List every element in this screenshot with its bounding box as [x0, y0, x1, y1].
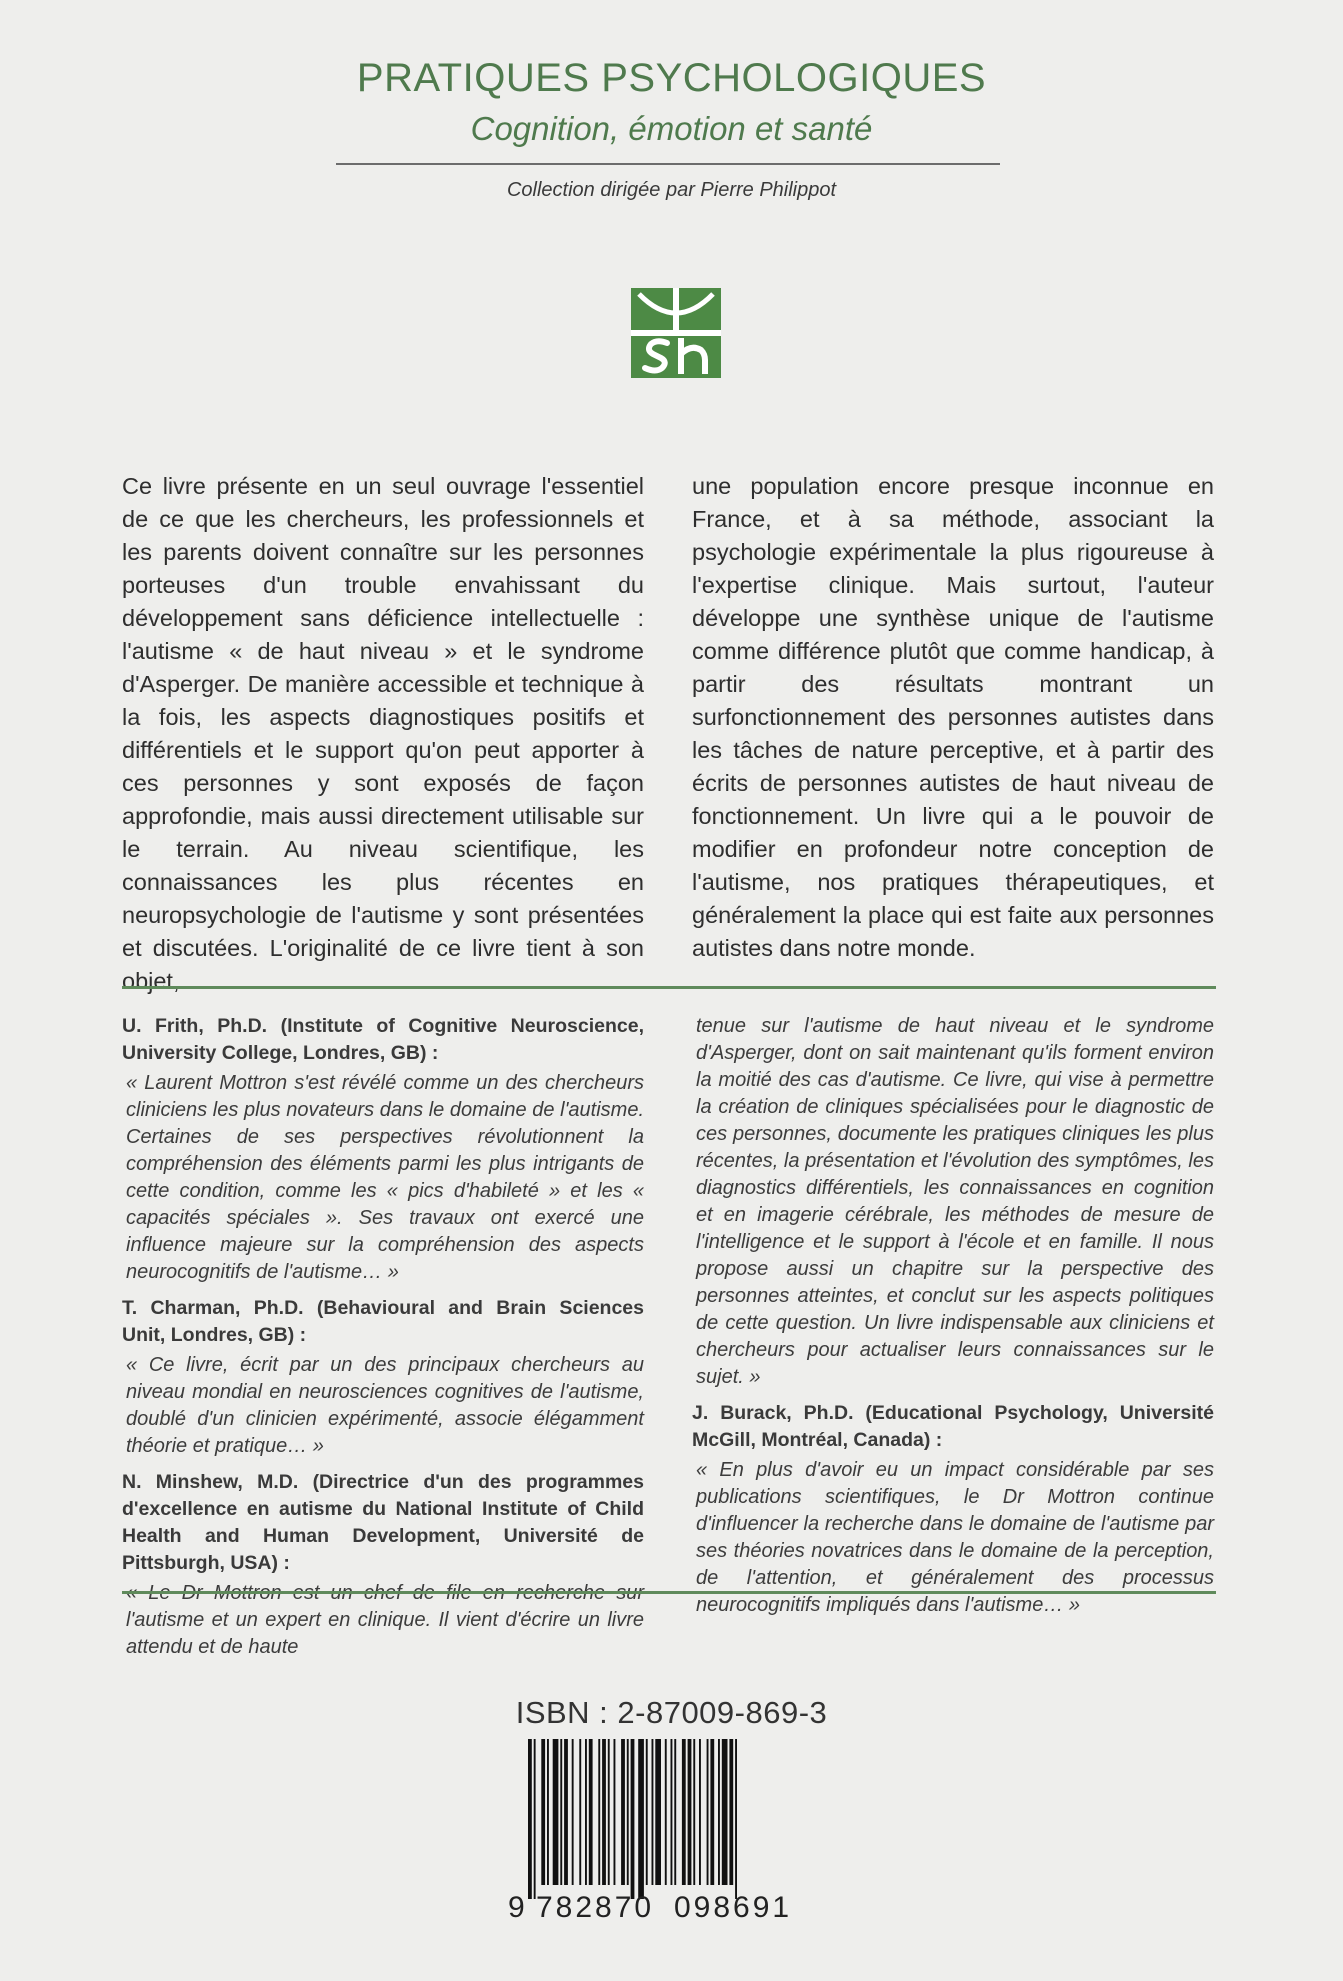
barcode-bar — [602, 1739, 606, 1885]
barcode-bar — [674, 1739, 676, 1885]
barcode-bars — [528, 1739, 737, 1899]
description-left-column: Ce livre présente en un seul ouvrage l'essentiel de ce que les chercheurs, les professionnels et les parents doivent connaître sur les personnes porteuses d'un trouble envahissant du développement sans déficience intellectuelle : l'autisme « de haut niveau » et le syndrome d'Asperger. De manière accessible et technique à la fois, les aspects diagnostiques positifs et différentiels et le support qu'on peut apporter à ces personnes y sont exposés de façon approfondie, mais aussi directement utilisable sur le terrain. Au niveau scientifique, les connaissances les plus récentes en neuropsychologie de l'autisme y sont présentées et discutées. L'originalité de ce livre tient à son objet, — [122, 473, 644, 994]
barcode-bar — [652, 1739, 654, 1885]
charman-attribution: T. Charman, Ph.D. (Behavioural and Brain Sciences Unit, Londres, GB) : — [122, 1297, 644, 1346]
barcode-bar — [534, 1739, 536, 1899]
barcode-bar — [682, 1739, 686, 1885]
barcode-bar — [655, 1739, 661, 1885]
barcode-bar — [541, 1739, 545, 1885]
barcode-bar — [688, 1739, 692, 1885]
barcode-bar — [560, 1739, 562, 1885]
barcode-bar — [614, 1739, 616, 1885]
barcode-bar — [608, 1739, 610, 1885]
frith-quote: « Laurent Mottron s'est révélé comme un des chercheurs cliniciens les plus novateurs dans le domaine de l'autisme. Certaines de ses perspectives révolutionnent la compréhension des éléments parmi les plus intrigants de cette condition, comme les « pics d'habileté » et les « capacités spéciales ». Ses travaux ont exercé une influence majeure sur la compréhension des aspects neurocognitifs de l'autisme… » — [126, 1072, 644, 1283]
barcode-bar — [589, 1739, 593, 1885]
barcode-bar — [631, 1739, 635, 1899]
barcode-bar — [528, 1739, 532, 1899]
barcode-bar — [572, 1739, 574, 1885]
barcode-bar — [564, 1739, 568, 1885]
barcode-first-digit: 9 — [508, 1891, 525, 1924]
barcode-bar — [671, 1739, 673, 1885]
testimonials-left-column — [122, 1013, 644, 1670]
burack-attribution: J. Burack, Ph.D. (Educational Psychology, Université McGill, Montréal, Canada) : — [692, 1402, 1214, 1451]
minshew-quote-part-1: « Le Dr Mottron est un chef de file en recherche sur l'autisme et un expert en clinique. Il vient d'écrire un livre attendu et de haute — [126, 1582, 644, 1658]
barcode-bar — [699, 1739, 701, 1885]
barcode-bar — [665, 1739, 667, 1885]
barcode-bar — [553, 1739, 559, 1885]
testimonials-right-column — [692, 1013, 1214, 1628]
minshew-quote-part-2: tenue sur l'autisme de haut niveau et le syndrome d'Asperger, dont on sait maintenant qu'ils forment environ la moitié des cas d'autisme. Ce livre, qui vise à permettre la création de cliniques spécialisées pour le diagnostic de ces personnes, documente les pratiques cliniques les plus récentes, la présentation et l'évolution des symptômes, les diagnostics différentiels, les connaissances en cognition et en imagerie cérébrale, les méthodes de mesure de l'intelligence et le support à l'école et en famille. Il nous propose aussi un chapitre sur la perspective des personnes atteintes, et conclut sur les aspects politiques de cette question. Un livre indispensable aux cliniciens et chercheurs pour actualiser leurs connaissances sur le sujet. » — [696, 1015, 1214, 1388]
barcode-bar — [729, 1739, 733, 1885]
series-subtitle: Cognition, émotion et santé — [470, 110, 873, 147]
barcode-bar — [718, 1739, 720, 1885]
barcode-bar — [638, 1739, 644, 1899]
barcode-digits-left: 782870 — [536, 1891, 655, 1924]
publisher-logo-icon — [631, 288, 721, 378]
barcode-bar — [722, 1739, 728, 1885]
isbn-label: ISBN : 2-87009-869-3 — [515, 1695, 828, 1730]
barcode-bar — [710, 1739, 714, 1885]
barcode-digits-right: 098691 — [674, 1891, 793, 1924]
collection-editor: Collection dirigée par Pierre Philippot — [506, 179, 837, 201]
barcode-bar — [627, 1739, 629, 1885]
minshew-attribution: N. Minshew, M.D. (Directrice d'un des programmes d'excellence en autisme du National Institute of Child Health and Human Development, Université de Pittsburgh, USA) : — [122, 1471, 644, 1574]
barcode — [506, 1739, 816, 1924]
charman-quote: « Ce livre, écrit par un des principaux chercheurs au niveau mondial en neurosciences cognitives de l'autisme, doublé d'un clinicien expérimenté, associe élégamment théorie et pratique… » — [126, 1354, 644, 1457]
barcode-bar — [707, 1739, 709, 1885]
barcode-bar — [735, 1739, 737, 1899]
barcode-bar — [598, 1739, 600, 1885]
quotes-top-divider — [122, 986, 1216, 989]
barcode-bar — [579, 1739, 581, 1885]
barcode-bar — [547, 1739, 549, 1885]
description-right-column: une population encore presque inconnue en France, et à sa méthode, associant la psychologie expérimentale la plus rigoureuse à l'expertise clinique. Mais surtout, l'auteur développe une synthèse unique de l'autisme comme différence plutôt que comme handicap, à partir des résultats montrant un surfonctionnement des personnes autistes dans les tâches de nature perceptive, et à partir des écrits de personnes autistes de haut niveau de fonctionnement. Un livre qui a le pouvoir de modifier en profondeur notre conception de l'autisme, nos pratiques thérapeutiques, et généralement la place qui est faite aux personnes autistes dans notre monde. — [692, 473, 1214, 961]
series-title: PRATIQUES PSYCHOLOGIQUES — [356, 56, 987, 100]
frith-attribution: U. Frith, Ph.D. (Institute of Cognitive Neuroscience, University College, Londres, GB) : — [122, 1015, 644, 1064]
barcode-bar — [693, 1739, 695, 1885]
barcode-bar — [621, 1739, 625, 1885]
title-divider — [336, 163, 1000, 165]
barcode-bar — [646, 1739, 648, 1885]
barcode-bar — [585, 1739, 587, 1885]
burack-quote: « En plus d'avoir eu un impact considérable par ses publications scientifiques, le Dr Mottron continue d'influencer la recherche dans le domaine de l'autisme par ses théories novatrices dans le domaine de la perception, de l'attention, et généralement des processus neurocognitifs impliqués dans l'autisme… » — [696, 1459, 1214, 1616]
quotes-bottom-divider — [122, 1591, 1216, 1594]
